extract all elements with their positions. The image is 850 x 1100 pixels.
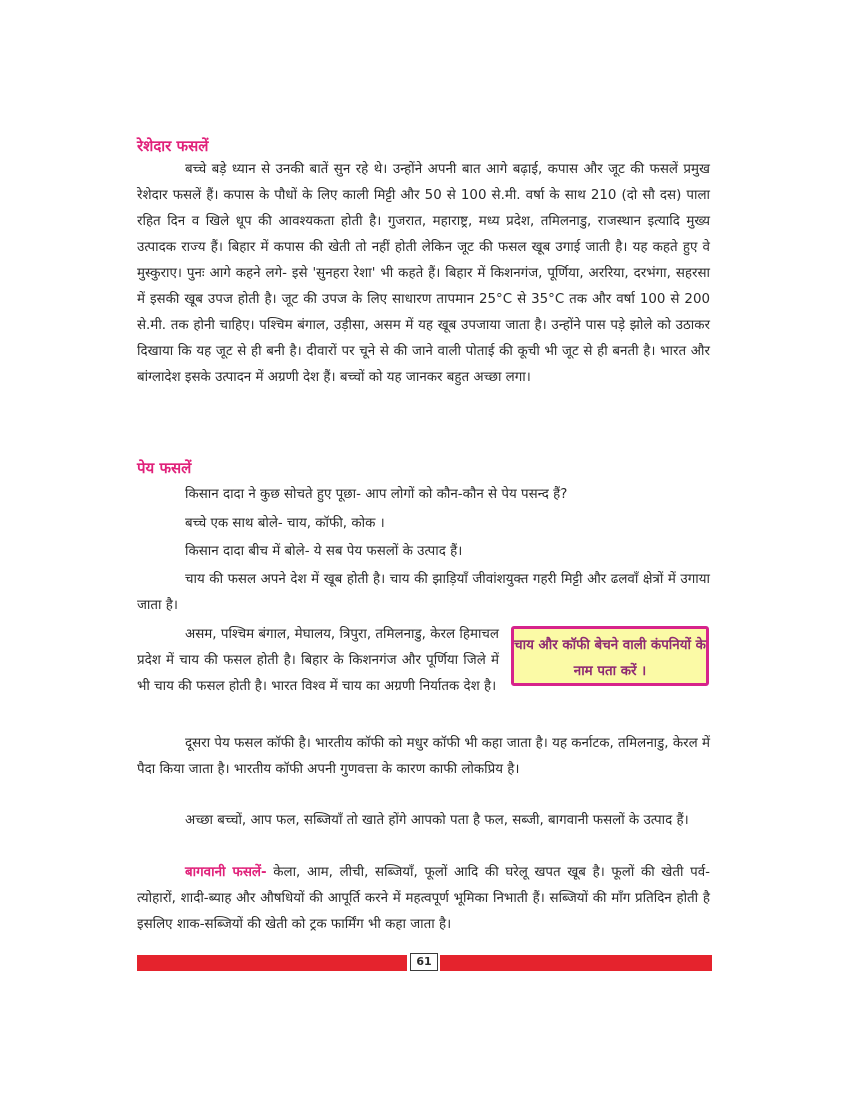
paragraph-tea-regions: असम, पश्चिम बंगाल, मेघालय, त्रिपुरा, तमिलनाडु, केरल हिमाचल प्रदेश में चाय की फसल होती है। बिहार के किशनगंज और पूर्णिया जिले में भी चाय की फसल होती है। भारत विश्व में चाय का अग्रणी निर्यातक देश है। [137,627,499,694]
heading-beverage-crops: पेय फसलें [137,459,192,477]
footer-bar-right [440,955,712,971]
paragraph-horticulture [137,860,710,938]
dialogue-line-question: किसान दादा ने कुछ सोचते हुए पूछा- आप लोगों को कौन-कौन से पेय पसन्द हैं? [185,487,568,502]
page-number: 61 [410,953,438,971]
footer-bar-left [137,955,407,971]
paragraph-tea: चाय की फसल अपने देश में खूब होती है। चाय की झाड़ियाँ जीवांशयुक्त गहरी मिट्टी और ढलवाँ क्षेत्रों में उगाया जाता है। [137,572,710,613]
paragraph-fruits-vegetables: अच्छा बच्चों, आप फल, सब्जियाँ तो खाते होंगे आपको पता है फल, सब्जी, बागवानी फसलों के उत्पाद हैं। [185,813,689,828]
activity-callout-box: चाय और कॉफी बेचने वाली कंपनियों के नाम पता करें । [511,626,709,686]
paragraph-coffee: दूसरा पेय फसल कॉफी है। भारतीय कॉफी को मधुर कॉफी भी कहा जाता है। यह कर्नाटक, तमिलनाडु, केरल में पैदा किया जाता है। भारतीय कॉफी अपनी गुणवत्ता के कारण काफी लोकप्रिय है। [137,736,710,777]
paragraph-fibre-crops: बच्चे बड़े ध्यान से उनकी बातें सुन रहे थे। उन्होंने अपनी बात आगे बढ़ाई, कपास और जूट की फसलें प्रमुख रेशेदार फसलें हैं। कपास के पौधों के लिए काली मिट्टी और 50 से 100 से.मी. वर्षा के साथ 210 (दो सौ दस) पाला रहित दिन व खिले धूप की आवश्यकता होती है। गुजरात, महाराष्ट्र, मध्य प्रदेश, तमिलनाडु, राजस्थान इत्यादि मुख्य उत्पादक राज्य हैं। बिहार में कपास की खेती तो नहीं होती लेकिन जूट की फसल खूब उगाई जाती है। यह कहते हुए वे मुस्कुराए। पुनः आगे कहने लगे- इसे 'सुनहरा रेशा' भी कहते हैं। बिहार में किशनगंज, पूर्णिया, अररिया, दरभंगा, सहरसा में इसकी खूब उपज होती है। जूट की उपज के लिए साधारण तापमान 25°C से 35°C तक और वर्षा 100 से 200 से.मी. तक होनी चाहिए। पश्चिम बंगाल, उड़ीसा, असम में यह खूब उपजाया जाता है। उन्होंने पास पड़े झोले को उठाकर दिखाया कि यह जूट से ही बनी है। दीवारों पर चूने से की जाने वाली पोताई की कूची भी जूट से ही बनती है। भारत और बांग्लादेश इसके उत्पादन में अग्रणी देश हैं। बच्चों को यह जानकर बहुत अच्छा लगा। [137,162,710,385]
dialogue-line-grandfather: किसान दादा बीच में बोले- ये सब पेय फसलों के उत्पाद हैं। [185,544,463,559]
heading-horticulture-crops: बागवानी फसलें- [185,865,267,880]
horticulture-text: केला, आम, लीची, सब्जियाँ, फूलों आदि की घरेलू खपत खूब है। फूलों की खेती पर्व-त्योहारों, शादी-ब्याह और औषधियों की आपूर्ति करने में महत्वपूर्ण भूमिका निभाती हैं। सब्जियों की माँग प्रतिदिन होती है इसलिए शाक-सब्जियों की खेती को ट्रक फार्मिंग भी कहा जाता है। [137,865,710,932]
heading-fibre-crops: रेशेदार फसलें [137,137,209,155]
dialogue-line-children: बच्चे एक साथ बोले- चाय, कॉफी, कोक । [185,516,385,531]
